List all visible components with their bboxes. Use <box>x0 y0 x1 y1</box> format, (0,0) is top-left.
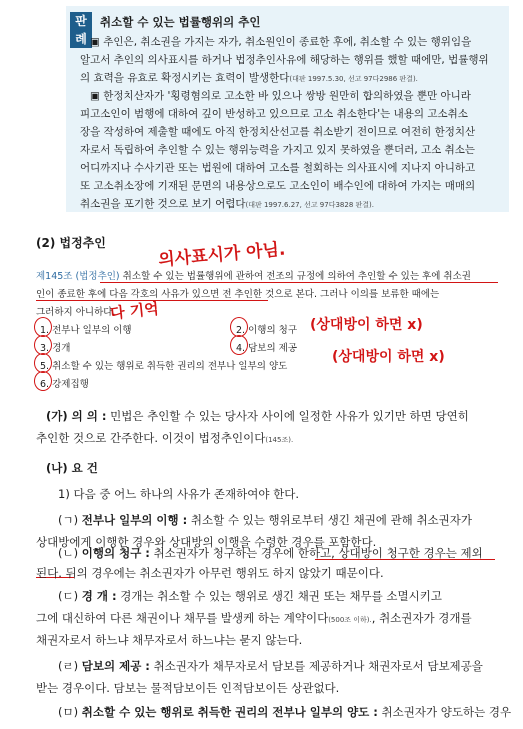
statute-item-6: 6. 강제집행 <box>40 379 89 390</box>
red-underline-statute-1 <box>100 282 498 283</box>
handwritten-note-top: 의사표시가 아님. <box>157 239 287 271</box>
ga-line-2: 추인한 것으로 간주한다. 이것이 법정추인이다(145조). <box>36 431 294 445</box>
case-line-3: 의 효력을 유효로 확정시키는 효력이 발생한다(대판 1997.5.30, 선고 97다2986 판결). <box>80 72 418 84</box>
section-heading: (2) 법정추인 <box>36 236 106 250</box>
na-item-3-line-3: 채권자로서 하느냐 채무자로서 하느냐는 묻지 않는다. <box>36 633 303 647</box>
case-tag-char-2: 례 <box>75 32 87 46</box>
case-line-4: ▣ 한정치산자가 '횡령혐의로 고소한 바 있으나 쌍방 원만히 합의하였을 뿐만 아니라 <box>90 90 471 102</box>
na-label: (나) 요 건 <box>46 461 98 475</box>
case-line-8: 어디까지나 수사기관 또는 법원에 대하여 고소를 철회하는 의사표시에 지나지 아니하고 <box>80 162 476 174</box>
na-item-4-line-2: 받는 경우이다. 담보는 물적담보이든 인적담보이든 상관없다. <box>36 681 340 695</box>
na-item-4-line-1: (ㄹ) 담보의 제공 : 취소권자가 채무자로서 담보를 제공하거나 채권자로서 담보제공을 <box>58 659 483 673</box>
statute-item-3: 3. 경개 <box>40 343 71 354</box>
statute-item-1: 1. 전부나 일부의 이행 <box>40 325 132 336</box>
statute-item-2: 2. 이행의 청구 <box>236 325 298 336</box>
case-tag <box>70 12 92 48</box>
statute-item-4: 4. 담보의 제공 <box>236 343 298 354</box>
handwritten-note-item2: (상대방이 하면 x) <box>310 317 423 333</box>
case-line-6: 장을 작성하여 제출할 때에도 아직 한정치산선고를 취소받기 전이므로 여전히 한정치산 <box>80 126 476 138</box>
case-line-9: 또 고소취소장에 기재된 문면의 내용상으로도 고소인이 배수인에 대하여 가지는 매매의 <box>80 180 476 192</box>
statute-line-3: 그러하지 아니하다. <box>36 307 116 318</box>
statute-line-1: 제145조 (법정추인) 취소할 수 있는 법률행위에 관하여 전조의 규정에 의하여 추인할 수 있는 후에 취소권 <box>36 271 471 282</box>
case-line-7: 자로서 독립하여 추인할 수 있는 행위능력을 가지고 있지 못하였을 뿐더러, 고소 취소는 <box>80 144 476 156</box>
handwritten-note-item6: (상대방이 하면 x) <box>332 349 445 365</box>
red-circle-3 <box>34 335 52 355</box>
na-item-2-line-2: 된다. 뒤의 경우에는 취소권자가 아무런 행위도 하지 않았기 때문이다. <box>36 566 384 580</box>
na-item-2-line-1: (ㄴ) 이행의 청구 : 취소권자가 청구하는 경우에 한하고, 상대방이 청구한 경우는 제외 <box>58 546 483 560</box>
red-circle-6 <box>34 371 52 391</box>
red-circle-5 <box>34 353 52 373</box>
case-line-1: ▣ 추인은, 취소권을 가지는 자가, 취소원인이 종료한 후에, 취소할 수 있는 행위임을 <box>90 36 472 48</box>
na-item-3-line-1: (ㄷ) 경 개 : 경개는 취소할 수 있는 행위로 생긴 채권 또는 채무를 소멸시키고 <box>58 589 442 603</box>
na-item-1-line-1: (ㄱ) 전부나 일부의 이행 : 취소할 수 있는 행위로부터 생긴 채권에 관해 취소권자가 <box>58 513 472 527</box>
case-line-10: 취소권을 포기한 것으로 보기 어렵다(대판 1997.6.27, 선고 97다3828 판결). <box>80 198 374 210</box>
ga-line-1: (가) 의 의 : 민법은 추인할 수 있는 당사자 사이에 일정한 사유가 있기만 하면 당연히 <box>46 409 469 423</box>
statute-line-2: 인이 종료한 후에 다음 각호의 사유가 있으면 전 추인한 것으로 본다. 그러나 이의를 보류한 때에는 <box>36 289 440 300</box>
case-title: 취소할 수 있는 법률행위의 추인 <box>100 15 261 29</box>
case-tag-char-1: 판 <box>75 14 87 28</box>
red-underline-statute-2 <box>36 300 268 301</box>
red-circle-1 <box>34 317 52 337</box>
na-intro: 1) 다음 중 어느 하나의 사유가 존재하여야 한다. <box>58 487 300 501</box>
na-item-1-line-2: 상대방에게 이행한 경우와 상대방의 이행을 수령한 경우를 포함한다. <box>36 535 377 549</box>
na-item-5-line-1: (ㅁ) 취소할 수 있는 행위로 취득한 권리의 전부나 일부의 양도 : 취소권자가 양도하는 경우 <box>58 705 512 719</box>
red-circle-4 <box>230 335 248 355</box>
case-line-2: 알고서 추인의 의사표시를 하거나 법정추인사유에 해당하는 행위를 했할 때에만, 법률행위 <box>80 54 489 66</box>
na-item-3-line-2: 그에 대신하여 다른 채권이나 채무를 발생케 하는 계약이다(500조 이하)., 취소권자가 경개를 <box>36 611 472 625</box>
red-circle-2 <box>230 317 248 337</box>
statute-item-5: 5. 취소할 수 있는 행위로 취득한 권리의 전부나 일부의 양도 <box>40 361 288 372</box>
handwritten-note-left: 다 기억 <box>109 299 160 323</box>
case-line-5: 피고소인이 범행에 대하여 깊이 반성하고 있으므로 고소 취소한다'는 내용의 고소취소 <box>80 108 468 120</box>
